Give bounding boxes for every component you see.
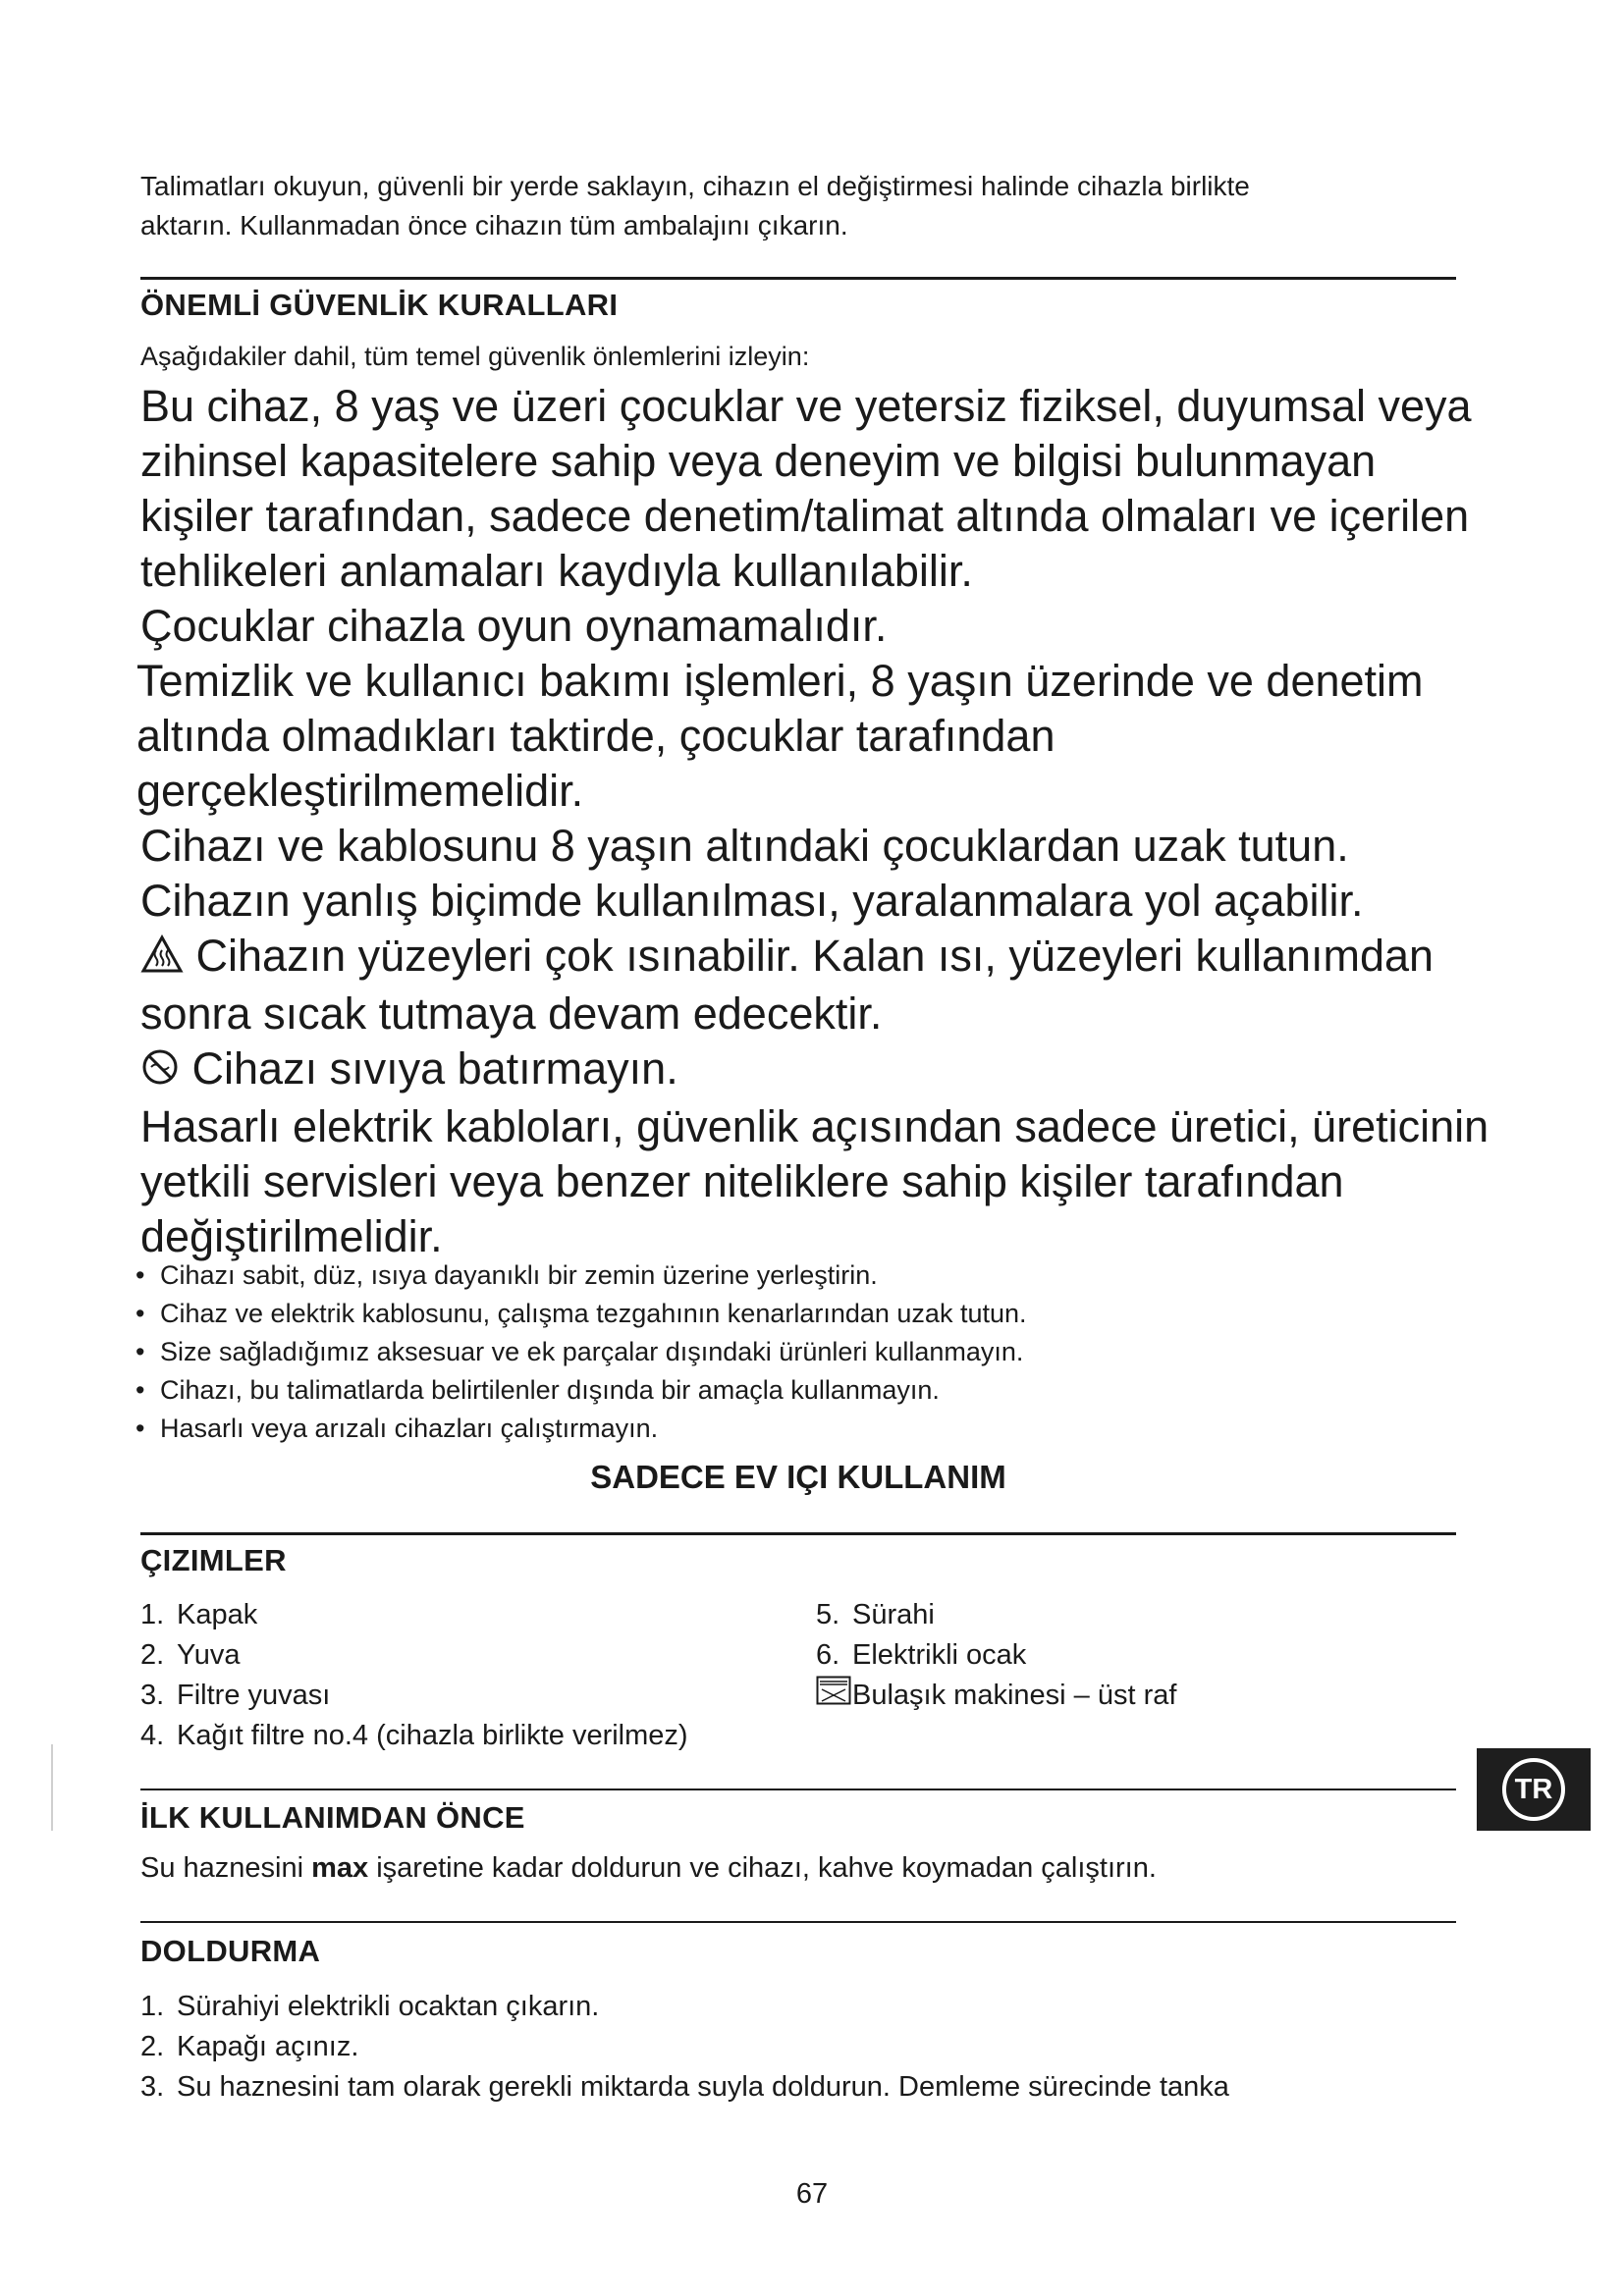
warning-paragraph-hot xyxy=(140,929,1495,1041)
warning-paragraph: Cihazı ve kablosunu 8 yaşın altındaki çocuklardan uzak tutun. xyxy=(140,821,1349,871)
drawings-list-left xyxy=(140,1595,769,1756)
list-item xyxy=(816,1676,1444,1717)
safety-bullet-list xyxy=(135,1256,1471,1448)
warning-paragraph: Hasarlı elektrik kabloları, güvenlik açısından sadece üretici, üreticinin yetkili servisleri veya benzer niteliklere sahip kişiler tarafından değiştirilmelidir. xyxy=(140,1101,1489,1262)
intro-line-1: Talimatları okuyun, güvenli bir yerde saklayın, cihazın el değiştirmesi halinde cihazla birlikte xyxy=(140,171,1250,201)
list-item: 6. Elektrikli ocak xyxy=(816,1639,1027,1671)
list-item: • Cihazı sabit, düz, ısıya dayanıklı bir zemin üzerine yerleştirin. xyxy=(135,1256,1471,1295)
filling-steps xyxy=(140,1987,1476,2108)
dishwasher-icon xyxy=(816,1676,852,1717)
list-item: 3. Filtre yuvası xyxy=(140,1680,331,1711)
warning-paragraph: Cihazın yanlış biçimde kullanılması, yaralanmalara yol açabilir. xyxy=(140,876,1364,926)
safety-heading: ÖNEMLİ GÜVENLİK KURALLARI xyxy=(140,288,619,322)
list-item: • Hasarlı veya arızalı cihazları çalıştırmayın. xyxy=(135,1410,1471,1448)
list-item: 5. Sürahi xyxy=(816,1599,935,1630)
first-use-heading: İLK KULLANIMDAN ÖNCE xyxy=(140,1800,525,1835)
language-badge xyxy=(1477,1748,1591,1831)
warning-paragraph: Çocuklar cihazla oyun oynamamalıdır. xyxy=(140,601,888,651)
warning-paragraph: Temizlik ve kullanıcı bakımı işlemleri, 8 yaşın üzerinde ve denetim altında olmadıkları taktirde, çocuklar tarafından gerçekleştirilmemelidir. xyxy=(136,656,1424,816)
list-item: 4. Kağıt filtre no.4 (cihazla birlikte verilmez) xyxy=(140,1720,688,1751)
drawings-list-right xyxy=(816,1595,1444,1717)
safety-warnings xyxy=(136,379,1495,1264)
max-mark: max xyxy=(311,1852,369,1884)
list-item: 2. Yuva xyxy=(140,1639,241,1671)
intro-line-2: aktarın. Kullanmadan önce cihazın tüm ambalajını çıkarın. xyxy=(140,210,848,240)
hot-surface-text: Cihazın yüzeyleri çok ısınabilir. Kalan ısı, yüzeyleri kullanımdan sonra sıcak tutmaya devam edecektir. xyxy=(140,931,1435,1040)
list-item: 1. Kapak xyxy=(140,1599,258,1630)
filling-heading: DOLDURMA xyxy=(140,1934,321,1968)
list-item: • Size sağladığımız aksesuar ve ek parçalar dışındaki ürünleri kullanmayın. xyxy=(135,1333,1471,1371)
hot-surface-warning-icon xyxy=(140,932,184,987)
dishwasher-text: Bulaşık makinesi – üst raf xyxy=(852,1680,1177,1711)
list-item: 1. Sürahiyi elektrikli ocaktan çıkarın. xyxy=(140,1991,600,2022)
list-item: 2. Kapağı açınız. xyxy=(140,2031,359,2062)
warning-paragraph-immerse xyxy=(140,1041,1495,1099)
no-immersion-text: Cihazı sıvıya batırmayın. xyxy=(191,1043,678,1095)
section-rule xyxy=(140,1532,1456,1535)
section-rule xyxy=(140,277,1456,280)
section-rule xyxy=(140,1789,1456,1790)
list-item: • Cihaz ve elektrik kablosunu, çalışma tezgahının kenarlarından uzak tutun. xyxy=(135,1295,1471,1333)
no-immersion-icon xyxy=(140,1044,180,1099)
first-use-text: Su haznesini max işaretine kadar doldurun ve cihazı, kahve koymadan çalıştırın. xyxy=(140,1852,1157,1884)
list-item: • Cihazı, bu talimatlarda belirtilenler dışında bir amaçla kullanmayın. xyxy=(135,1371,1471,1410)
language-code: TR xyxy=(1502,1758,1565,1821)
list-item: 3. Su haznesini tam olarak gerekli miktarda suyla doldurun. Demleme sürecinde tanka xyxy=(140,2071,1229,2103)
margin-line xyxy=(51,1744,53,1831)
drawings-heading: ÇIZIMLER xyxy=(140,1543,287,1577)
warning-paragraph: Bu cihaz, 8 yaş ve üzeri çocuklar ve yetersiz fiziksel, duyumsal veya zihinsel kapasitelere sahip veya deneyim ve bilgisi bulunmayan kişiler tarafından, sadece denetim/talimat altında olmaları ve içerilen tehlikeleri anlamaları kaydıyla kullanılabilir. xyxy=(140,381,1472,596)
household-use-notice: SADECE EV IÇI KULLANIM xyxy=(590,1459,1006,1495)
safety-subheading: Aşağıdakiler dahil, tüm temel güvenlik önlemlerini izleyin: xyxy=(140,342,810,371)
intro-text xyxy=(140,167,1456,245)
section-rule xyxy=(140,1921,1456,1923)
page-number: 67 xyxy=(795,2178,829,2210)
